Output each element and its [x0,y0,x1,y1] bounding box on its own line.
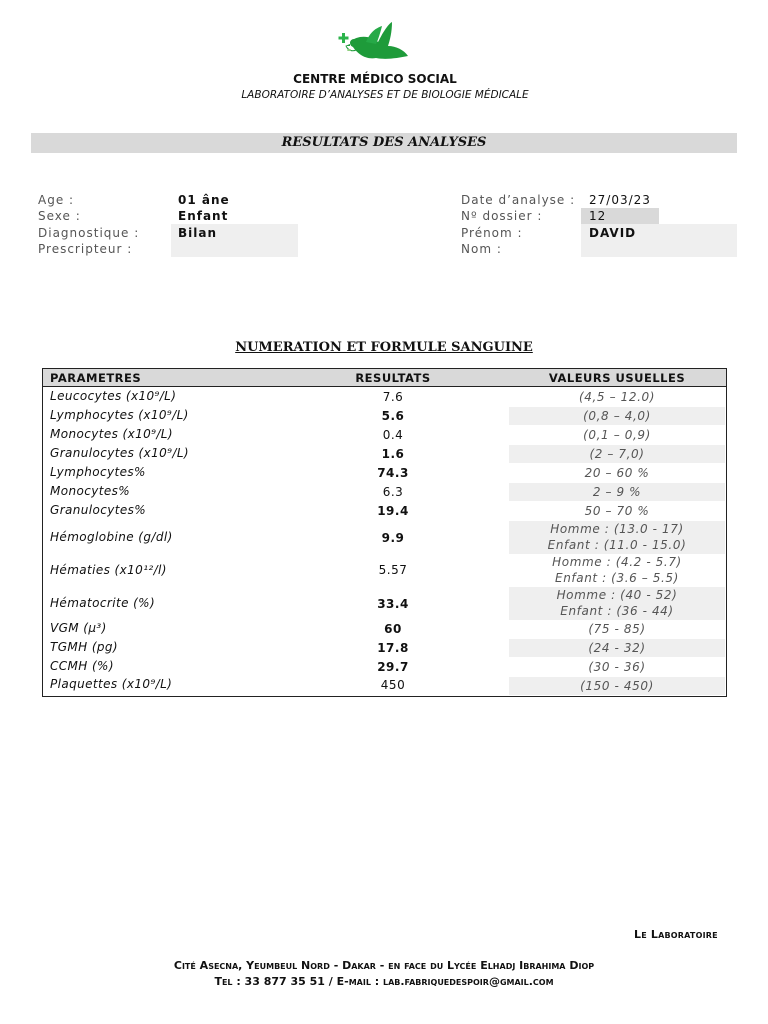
diagnostique-value: Bilan [178,226,218,240]
date-value: 27/03/23 [589,193,651,207]
dossier-value: 12 [589,209,607,223]
dossier-label: Nº dossier : [461,209,543,223]
header-resultats: RESULTATS [355,371,431,385]
param-name: Hémoglobine (g/dl) [50,530,173,544]
param-normal: Homme : (13.0 - 17) [550,522,684,536]
param-normal: (4,5 – 12.0) [579,390,655,404]
section-title: NUMERATION ET FORMULE SANGUINE [235,340,533,355]
title-bar [31,133,737,153]
param-result: 7.6 [382,390,404,404]
age-value: 01 âne [178,193,230,207]
param-name: Hématies (x10¹²/l) [50,563,167,577]
results-table [42,368,727,697]
table-header [43,369,726,387]
param-name: Lymphocytes (x10⁹/L) [50,408,189,422]
param-result: 9.9 [381,531,405,545]
param-result: 6.3 [382,485,404,499]
signature: Le Laboratoire [634,928,718,941]
param-normal-child: Enfant : (11.0 - 15.0) [547,538,687,552]
param-name: Leucocytes (x10⁹/L) [50,389,177,403]
sexe-label: Sexe : [38,209,81,223]
param-result: 19.4 [377,504,409,518]
table-row [43,639,726,658]
dove-with-cross-icon [336,20,412,66]
prenom-value: DAVID [589,226,637,240]
param-normal: (2 – 7,0) [509,445,725,463]
age-label: Age : [38,193,75,207]
param-name: VGM (µ³) [50,621,107,635]
page-title: RESULTATS DES ANALYSES [281,135,487,150]
param-name: Monocytes (x10⁹/L) [50,427,173,441]
param-result: 29.7 [377,660,409,674]
prenom-label: Prénom : [461,226,523,240]
param-name: Plaquettes (x10⁹/L) [50,677,173,691]
footer-contact: Tel : 33 877 35 51 / E-mail : lab.fabriquedespoir@gmail.com [214,975,554,988]
table-row [43,426,726,445]
table-row [43,521,726,554]
param-normal-cell [509,587,725,620]
param-normal-cell [509,554,725,587]
table-row [43,483,726,502]
param-normal: (0,8 – 4,0) [509,407,725,425]
param-normal: (75 - 85) [588,622,646,636]
param-result: 5.6 [381,409,405,423]
param-result: 5.57 [378,563,408,577]
param-normal-child: Enfant : (3.6 – 5.5) [555,571,679,585]
param-name: Granulocytes% [50,503,147,517]
nom-label: Nom : [461,242,502,256]
param-result: 60 [384,622,402,636]
param-normal: (0,1 – 0,9) [583,428,651,442]
header-valeurs: VALEURS USUELLES [548,371,686,385]
param-result: 1.6 [381,447,405,461]
table-row [43,464,726,483]
param-name: Monocytes% [50,484,131,498]
org-name: CENTRE MÉDICO SOCIAL [293,72,457,86]
param-normal: (30 - 36) [588,660,646,674]
param-name: Granulocytes (x10⁹/L) [50,446,189,460]
table-row [43,388,726,407]
table-row [43,445,726,464]
table-row [43,620,726,639]
param-name: Hématocrite (%) [50,596,156,610]
table-row [43,658,726,677]
table-row [43,587,726,620]
param-normal: Homme : (4.2 - 5.7) [552,555,682,569]
param-normal: 20 – 60 % [584,466,650,480]
param-name: CCMH (%) [50,659,114,673]
sexe-value: Enfant [178,209,229,223]
param-normal: (24 - 32) [509,639,725,657]
date-label: Date d’analyse : [461,193,576,207]
param-normal-cell [509,521,725,554]
param-result: 17.8 [377,641,409,655]
param-name: Lymphocytes% [50,465,146,479]
param-normal: 2 – 9 % [509,483,725,501]
table-row [43,407,726,426]
param-normal: Homme : (40 - 52) [556,588,678,602]
param-normal-child: Enfant : (36 - 44) [560,604,674,618]
param-normal: (150 - 450) [509,677,725,695]
prescripteur-label: Prescripteur : [38,242,133,256]
diagnostique-label: Diagnostique : [38,226,140,240]
param-result: 0.4 [382,428,404,442]
param-name: TGMH (pg) [50,640,119,654]
header-parametres: PARAMETRES [50,371,142,385]
param-result: 33.4 [377,597,409,611]
table-row [43,554,726,587]
table-row [43,677,726,696]
footer-address: Cité Asecna, Yeumbeul Nord - Dakar - en face du Lycée Elhadj Ibrahima Diop [173,959,595,972]
org-subtitle: LABORATOIRE D’ANALYSES ET DE BIOLOGIE MÉDICALE [241,89,529,101]
table-row [43,502,726,521]
param-result: 450 [380,678,406,692]
param-result: 74.3 [377,466,409,480]
param-normal: 50 – 70 % [584,504,650,518]
